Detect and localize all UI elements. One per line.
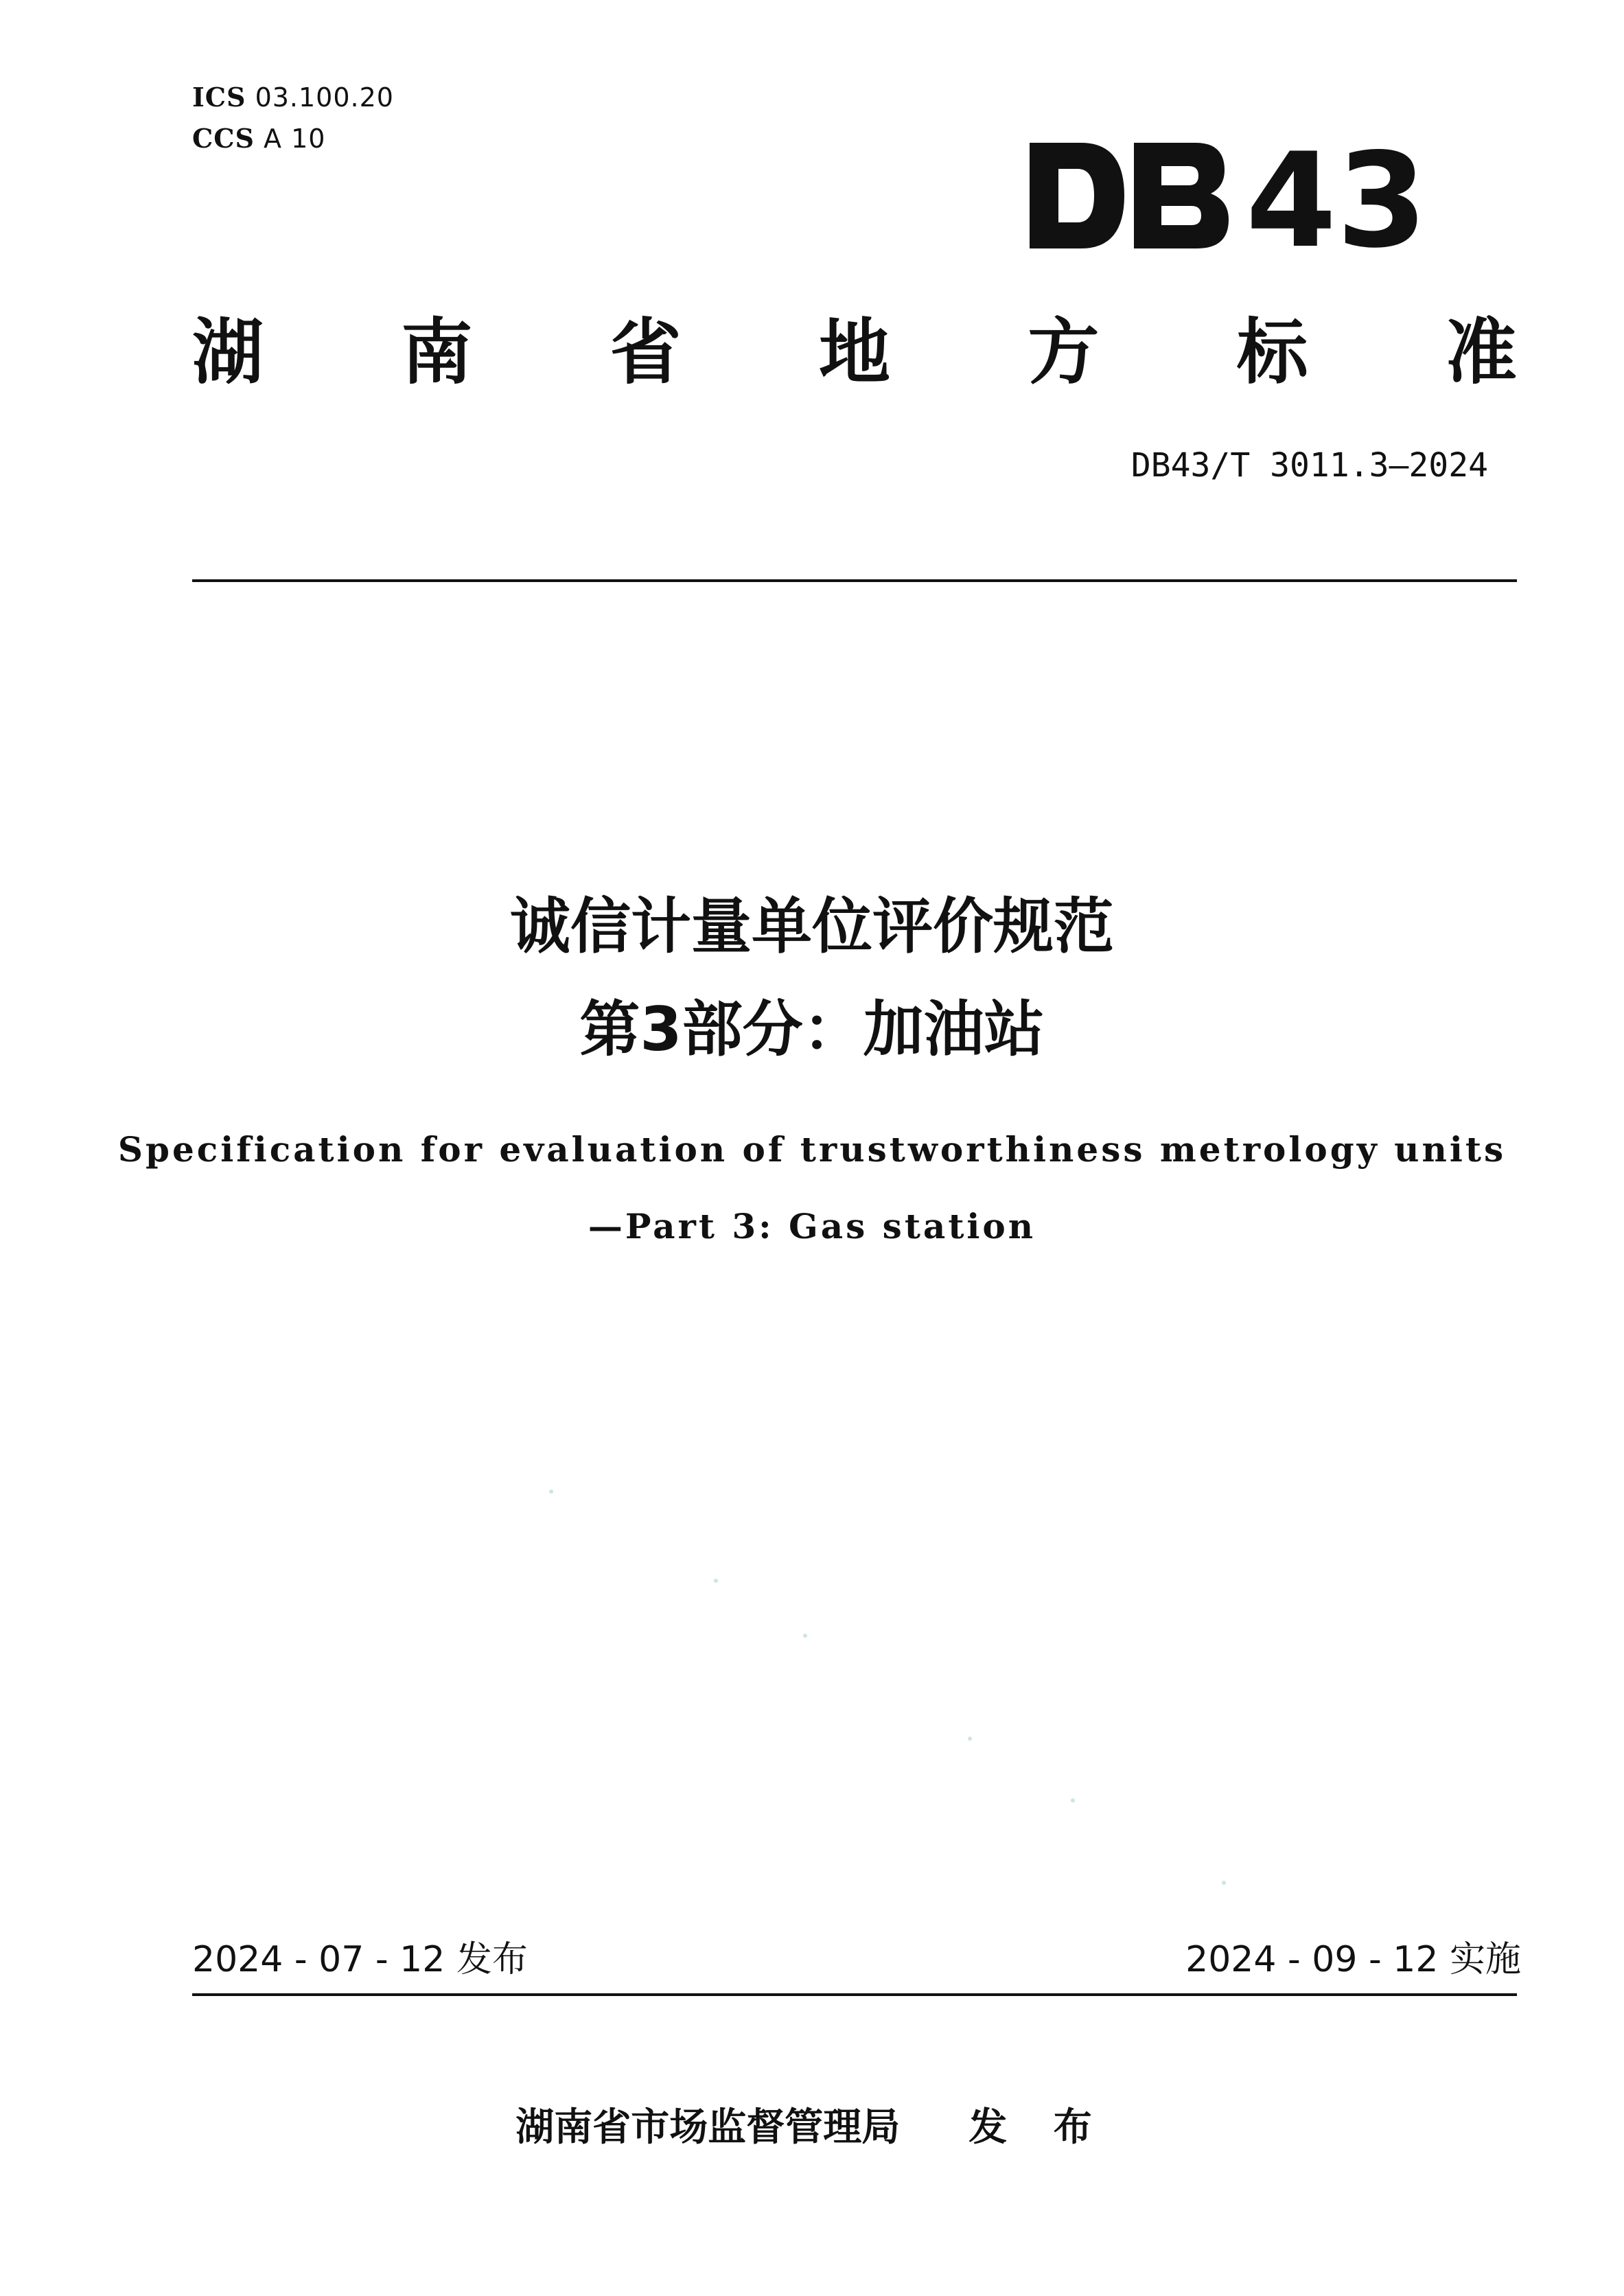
background-speck [1071,1798,1075,1802]
db43-logo [1016,125,1428,277]
header-divider [192,579,1517,582]
standard-type-char: 标 [1236,310,1308,394]
standard-type-char: 湖 [192,310,264,394]
title-cn-line2: 第3部分：加油站 [579,994,1045,1065]
standard-type-char: 准 [1445,310,1517,394]
title-en-line1: Specification for evaluation of trustworthiness metrology units [117,1129,1507,1170]
footer-divider [192,1993,1517,1996]
ccs-code: A 10 [264,124,326,154]
ics-code: 03.100.20 [255,82,394,113]
title-cn-line1: 诚信计量单位评价规范 [509,891,1114,962]
issuer-line [0,2100,1624,2155]
standard-type-title [192,308,1517,397]
ccs-line [192,118,394,159]
background-speck [803,1634,807,1638]
db43-logo-number: 43 [1246,125,1428,277]
standard-type-char: 南 [401,310,473,394]
standard-type-char: 地 [818,310,890,394]
classification-codes [192,77,394,159]
issuer-name: 湖南省市场监督管理局 [515,2105,901,2150]
issuer-action: 发 布 [968,2105,1109,2150]
standard-type-char: 省 [610,310,682,394]
background-speck [714,1579,718,1583]
publish-date: 2024 - 07 - 12 发布 [192,1939,528,1980]
standard-type-char: 方 [1028,310,1100,394]
standard-number: DB43/T 3011.3—2024 [1130,446,1488,485]
ics-line [192,77,394,118]
implement-date: 2024 - 09 - 12 实施 [1185,1939,1521,1980]
ccs-label: CCS [192,123,255,154]
background-speck [549,1489,553,1494]
title-en-line2: —Part 3: Gas station [588,1206,1036,1246]
background-speck [968,1737,972,1741]
ics-label: ICS [192,82,246,113]
background-speck [1222,1881,1226,1885]
